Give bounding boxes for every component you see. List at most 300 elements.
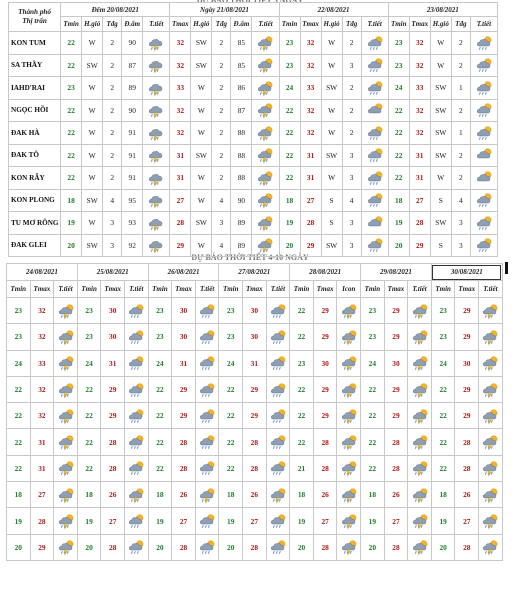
value-cell: 27: [384, 508, 408, 534]
value-cell: 93: [122, 212, 143, 235]
table-row: [9, 234, 498, 257]
value-cell: 30: [243, 324, 267, 350]
thunder-rain-icon: [56, 512, 76, 530]
value-cell: 33: [409, 77, 430, 100]
column-header: Tmin: [219, 281, 243, 298]
value-cell: 28: [313, 429, 337, 455]
value-cell: S: [321, 189, 342, 212]
rain-sun-icon: [365, 79, 385, 97]
rain-sun-icon: [197, 354, 217, 372]
value-cell: 29: [409, 234, 430, 257]
value-cell: 23: [219, 324, 243, 350]
value-cell: 18: [61, 189, 82, 212]
weather-cell: [266, 324, 290, 350]
value-cell: 22: [7, 429, 31, 455]
weather-cell: [266, 482, 290, 508]
city-name: KON PLONG: [9, 189, 61, 212]
table-row: [7, 534, 503, 560]
value-cell: W: [430, 32, 451, 55]
thunder-rain-icon: [480, 512, 500, 530]
value-cell: 22: [388, 99, 409, 122]
value-cell: 32: [409, 32, 430, 55]
table-row: [7, 350, 503, 376]
value-cell: SW: [430, 212, 451, 235]
column-header: Tmin: [361, 281, 385, 298]
value-cell: 27: [300, 189, 321, 212]
forecast-3day-table: [8, 2, 498, 257]
column-header: Icon: [337, 281, 361, 298]
value-cell: 2: [103, 167, 122, 190]
value-cell: 23: [219, 298, 243, 324]
date-header: 30/08/2021: [431, 264, 502, 281]
weather-cell: [408, 455, 432, 481]
value-cell: 20: [279, 234, 300, 257]
value-cell: W: [430, 54, 451, 77]
value-cell: 22: [7, 455, 31, 481]
table-row: [7, 324, 503, 350]
value-cell: 24: [388, 77, 409, 100]
weather-cell: [195, 350, 219, 376]
value-cell: 24: [361, 350, 385, 376]
thunder-rain-icon: [268, 486, 288, 504]
rain-sun-icon: [474, 101, 494, 119]
date-header: 26/08/2021: [148, 264, 219, 281]
weather-cell: [54, 429, 78, 455]
value-cell: 2: [103, 99, 122, 122]
value-cell: 28: [455, 534, 479, 560]
weather-cell: [125, 403, 149, 429]
thunder-rain-icon: [255, 236, 275, 254]
weather-cell: [125, 324, 149, 350]
value-cell: W: [82, 77, 103, 100]
thunder-rain-icon: [339, 354, 359, 372]
table-row: [7, 376, 503, 402]
sun-cloud-icon: [474, 146, 494, 164]
value-cell: 28: [384, 429, 408, 455]
value-cell: 2: [103, 122, 122, 145]
column-header: Tđg: [342, 17, 361, 32]
column-header: T.tiết: [361, 17, 388, 32]
rain-sun-icon: [268, 328, 288, 346]
value-cell: 22: [431, 455, 455, 481]
value-cell: W: [82, 144, 103, 167]
city-name: ĐAK GLEI: [9, 234, 61, 257]
bottom-banner: DỰ BÁO THỜI TIẾT 4-10 NGÀY: [191, 253, 309, 262]
weather-cell: [479, 429, 503, 455]
weather-cell: [361, 234, 388, 257]
weather-cell: [125, 376, 149, 402]
column-header: Tmin: [148, 281, 172, 298]
value-cell: 28: [409, 212, 430, 235]
value-cell: 28: [243, 455, 267, 481]
value-cell: 32: [170, 54, 191, 77]
storm-cloud-icon: [146, 79, 166, 97]
weather-cell: [361, 77, 388, 100]
table-row: [9, 77, 498, 100]
weather-cell: [337, 429, 361, 455]
value-cell: 29: [313, 324, 337, 350]
table-row: [7, 403, 503, 429]
rain-sun-icon: [197, 381, 217, 399]
column-header: Đ.ẩm: [231, 17, 252, 32]
rain-sun-icon: [268, 433, 288, 451]
thunder-rain-icon: [126, 486, 146, 504]
column-header: Tmin: [279, 17, 300, 32]
weather-cell: [479, 324, 503, 350]
thunder-rain-icon: [339, 328, 359, 346]
date-header: 29/08/2021: [361, 264, 432, 281]
column-header: Tmax: [30, 281, 54, 298]
value-cell: 3: [103, 234, 122, 257]
rain-sun-icon: [474, 236, 494, 254]
value-cell: 23: [361, 298, 385, 324]
weather-cell: [125, 534, 149, 560]
value-cell: 27: [101, 508, 125, 534]
storm-cloud-icon: [146, 56, 166, 74]
thunder-rain-icon: [410, 407, 430, 425]
value-cell: 3: [342, 167, 361, 190]
value-cell: 22: [290, 376, 314, 402]
weather-cell: [54, 376, 78, 402]
value-cell: 89: [122, 77, 143, 100]
value-cell: 91: [122, 167, 143, 190]
thunder-rain-icon: [410, 354, 430, 372]
thunder-rain-icon: [255, 34, 275, 52]
value-cell: 3: [342, 234, 361, 257]
weather-cell: [266, 455, 290, 481]
value-cell: 22: [61, 122, 82, 145]
value-cell: 32: [300, 32, 321, 55]
value-cell: 21: [290, 455, 314, 481]
thunder-rain-icon: [255, 146, 275, 164]
rain-sun-icon: [126, 381, 146, 399]
thunder-rain-icon: [339, 302, 359, 320]
value-cell: 27: [455, 508, 479, 534]
thunder-rain-icon: [480, 328, 500, 346]
table-row: [9, 54, 498, 77]
value-cell: 19: [290, 508, 314, 534]
thunder-rain-icon: [255, 169, 275, 187]
city-name: NGỌC HỒI: [9, 99, 61, 122]
value-cell: 19: [61, 212, 82, 235]
value-cell: 29: [313, 376, 337, 402]
weather-cell: [337, 455, 361, 481]
value-cell: 19: [77, 508, 101, 534]
value-cell: 31: [30, 429, 54, 455]
thunder-rain-icon: [339, 486, 359, 504]
storm-cloud-icon: [146, 146, 166, 164]
city-name: KON TUM: [9, 32, 61, 55]
thunder-rain-icon: [480, 381, 500, 399]
value-cell: 26: [243, 482, 267, 508]
value-cell: 22: [77, 455, 101, 481]
value-cell: 2: [212, 167, 231, 190]
weather-cell: [54, 455, 78, 481]
value-cell: 87: [231, 99, 252, 122]
weather-cell: [479, 403, 503, 429]
value-cell: 20: [148, 534, 172, 560]
value-cell: 30: [101, 324, 125, 350]
value-cell: 23: [148, 298, 172, 324]
value-cell: 29: [455, 298, 479, 324]
value-cell: W: [191, 189, 212, 212]
value-cell: 88: [231, 167, 252, 190]
column-header: Tđg: [103, 17, 122, 32]
column-header: Tmin: [388, 17, 409, 32]
weather-cell: [252, 77, 279, 100]
rain-sun-icon: [474, 214, 494, 232]
value-cell: 31: [409, 167, 430, 190]
storm-cloud-icon: [146, 101, 166, 119]
column-header: T.tiết: [252, 17, 279, 32]
column-header: Tmin: [290, 281, 314, 298]
value-cell: 2: [451, 54, 470, 77]
weather-cell: [470, 189, 497, 212]
weather-cell: [479, 376, 503, 402]
value-cell: 30: [455, 350, 479, 376]
weather-cell: [470, 32, 497, 55]
value-cell: SW: [82, 189, 103, 212]
value-cell: 22: [290, 429, 314, 455]
value-cell: 20: [61, 234, 82, 257]
rain-sun-icon: [126, 538, 146, 556]
value-cell: 20: [431, 534, 455, 560]
value-cell: 22: [361, 455, 385, 481]
rain-sun-icon: [126, 512, 146, 530]
value-cell: 22: [431, 376, 455, 402]
weather-cell: [361, 122, 388, 145]
value-cell: 31: [300, 167, 321, 190]
value-cell: 22: [7, 403, 31, 429]
value-cell: SW: [191, 54, 212, 77]
rain-sun-icon: [365, 146, 385, 164]
table-row: [9, 144, 498, 167]
thunder-rain-icon: [56, 538, 76, 556]
weather-cell: [408, 403, 432, 429]
weather-cell: [143, 212, 170, 235]
date-header: 25/08/2021: [77, 264, 148, 281]
thunder-rain-icon: [410, 512, 430, 530]
value-cell: W: [82, 122, 103, 145]
value-cell: 89: [231, 212, 252, 235]
column-header: Tmin: [61, 17, 82, 32]
value-cell: 26: [455, 482, 479, 508]
column-header: T.tiết: [408, 281, 432, 298]
weather-cell: [479, 298, 503, 324]
value-cell: W: [430, 167, 451, 190]
table-row: [7, 455, 503, 481]
rain-sun-icon: [268, 407, 288, 425]
value-cell: 23: [431, 324, 455, 350]
weather-cell: [266, 350, 290, 376]
rain-sun-icon: [365, 169, 385, 187]
value-cell: W: [321, 32, 342, 55]
weather-cell: [266, 403, 290, 429]
sun-cloud-icon: [474, 169, 494, 187]
value-cell: 30: [313, 350, 337, 376]
value-cell: 18: [279, 189, 300, 212]
value-cell: SW: [321, 144, 342, 167]
weather-cell: [125, 508, 149, 534]
column-header: Tđg: [212, 17, 231, 32]
weather-cell: [125, 429, 149, 455]
weather-cell: [266, 429, 290, 455]
column-header: Tmax: [172, 281, 196, 298]
value-cell: 22: [279, 144, 300, 167]
value-cell: 31: [300, 144, 321, 167]
value-cell: 24: [77, 350, 101, 376]
value-cell: 23: [388, 54, 409, 77]
weather-cell: [470, 54, 497, 77]
value-cell: 85: [231, 54, 252, 77]
weather-cell: [195, 429, 219, 455]
column-header: Tmin: [7, 281, 31, 298]
rain-sun-icon: [365, 236, 385, 254]
weather-cell: [337, 298, 361, 324]
thunder-rain-icon: [410, 381, 430, 399]
rain-sun-icon: [126, 407, 146, 425]
value-cell: SW: [321, 234, 342, 257]
rain-sun-icon: [268, 459, 288, 477]
value-cell: 28: [101, 455, 125, 481]
rain-sun-icon: [126, 433, 146, 451]
value-cell: W: [191, 99, 212, 122]
value-cell: 23: [290, 350, 314, 376]
value-cell: 2: [103, 32, 122, 55]
weather-cell: [143, 32, 170, 55]
thunder-rain-icon: [410, 328, 430, 346]
value-cell: 2: [212, 32, 231, 55]
weather-cell: [125, 350, 149, 376]
thunder-rain-icon: [480, 407, 500, 425]
weather-cell: [143, 54, 170, 77]
column-header: T.tiết: [266, 281, 290, 298]
value-cell: 22: [61, 54, 82, 77]
value-cell: 20: [388, 234, 409, 257]
value-cell: 2: [342, 32, 361, 55]
value-cell: W: [191, 167, 212, 190]
value-cell: 90: [122, 99, 143, 122]
value-cell: 22: [361, 376, 385, 402]
weather-cell: [361, 54, 388, 77]
value-cell: 22: [361, 403, 385, 429]
thunder-rain-icon: [480, 302, 500, 320]
weather-cell: [470, 167, 497, 190]
value-cell: 23: [7, 298, 31, 324]
value-cell: 33: [300, 77, 321, 100]
rain-sun-icon: [474, 124, 494, 142]
weather-cell: [408, 324, 432, 350]
value-cell: W: [82, 32, 103, 55]
value-cell: 31: [409, 144, 430, 167]
weather-cell: [470, 77, 497, 100]
thunder-rain-icon: [56, 407, 76, 425]
value-cell: 2: [212, 54, 231, 77]
value-cell: SW: [82, 234, 103, 257]
value-cell: 24: [7, 350, 31, 376]
value-cell: 22: [61, 167, 82, 190]
value-cell: 29: [313, 403, 337, 429]
value-cell: 22: [431, 403, 455, 429]
value-cell: 22: [219, 376, 243, 402]
weather-cell: [361, 212, 388, 235]
value-cell: 2: [451, 167, 470, 190]
weather-cell: [337, 508, 361, 534]
sun-cloud-icon: [365, 101, 385, 119]
weather-cell: [252, 32, 279, 55]
date-header: 27/08/2021: [219, 264, 290, 281]
storm-cloud-icon: [146, 124, 166, 142]
value-cell: SW: [430, 77, 451, 100]
table-row: [9, 212, 498, 235]
value-cell: 23: [431, 298, 455, 324]
weather-cell: [408, 482, 432, 508]
weather-cell: [195, 482, 219, 508]
rain-sun-icon: [126, 459, 146, 477]
weather-cell: [54, 298, 78, 324]
value-cell: 32: [30, 403, 54, 429]
date-header: Ngày 21/08/2021: [170, 3, 279, 17]
value-cell: 3: [212, 212, 231, 235]
value-cell: 26: [313, 482, 337, 508]
weather-cell: [195, 324, 219, 350]
date-header: 24/08/2021: [7, 264, 78, 281]
thunder-rain-icon: [410, 538, 430, 556]
thunder-rain-icon: [339, 433, 359, 451]
value-cell: 22: [388, 167, 409, 190]
value-cell: 87: [122, 54, 143, 77]
value-cell: SW: [82, 54, 103, 77]
weather-cell: [361, 32, 388, 55]
value-cell: 22: [148, 429, 172, 455]
value-cell: 2: [342, 122, 361, 145]
value-cell: 18: [148, 482, 172, 508]
value-cell: 28: [243, 534, 267, 560]
thunder-rain-icon: [339, 381, 359, 399]
weather-cell: [54, 508, 78, 534]
weather-cell: [252, 122, 279, 145]
column-header: H.gió: [82, 17, 103, 32]
weather-cell: [361, 144, 388, 167]
value-cell: W: [321, 54, 342, 77]
value-cell: 22: [148, 403, 172, 429]
weather-cell: [361, 189, 388, 212]
value-cell: 32: [409, 99, 430, 122]
value-cell: 19: [388, 212, 409, 235]
column-header: H.gió: [430, 17, 451, 32]
value-cell: 22: [290, 324, 314, 350]
weather-cell: [143, 167, 170, 190]
weather-cell: [195, 508, 219, 534]
value-cell: 89: [231, 234, 252, 257]
weather-cell: [479, 350, 503, 376]
value-cell: W: [191, 77, 212, 100]
value-cell: 22: [77, 429, 101, 455]
weather-cell: [125, 455, 149, 481]
value-cell: 30: [172, 324, 196, 350]
column-header: Tmax: [384, 281, 408, 298]
value-cell: 22: [61, 99, 82, 122]
value-cell: 32: [300, 122, 321, 145]
date-header: 22/08/2021: [279, 3, 388, 17]
thunder-rain-icon: [480, 538, 500, 556]
value-cell: 20: [361, 534, 385, 560]
column-header: Tmin: [431, 281, 455, 298]
value-cell: 1: [451, 122, 470, 145]
weather-cell: [252, 167, 279, 190]
value-cell: 30: [101, 298, 125, 324]
value-cell: 22: [219, 403, 243, 429]
